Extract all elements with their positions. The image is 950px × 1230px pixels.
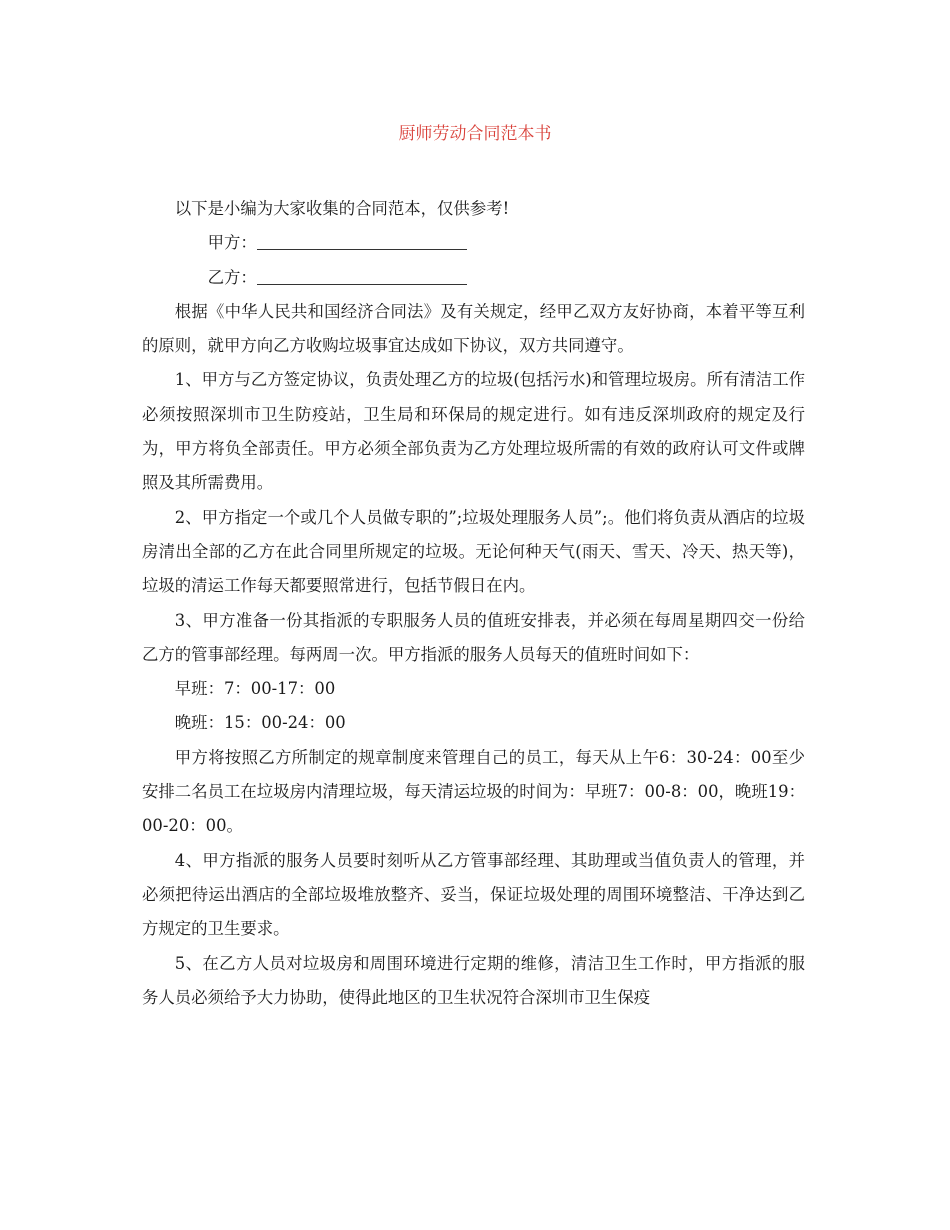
party-a-label: 甲方： (207, 233, 257, 253)
paragraph-clause-5: 5、在乙方人员对垃圾房和周围环境进行定期的维修，清洁卫生工作时，甲方指派的服务人员必须给予大力协助，使得此地区的卫生状况符合深圳市卫生保疫 (142, 953, 805, 1007)
document-body (142, 192, 805, 1015)
party-b-blank (257, 266, 467, 285)
paragraph-staff-rules: 甲方将按照乙方所制定的规章制度来管理自己的员工，每天从上午6：30-24：00至少安排二名员工在垃圾房内清理垃圾，每天清运垃圾的时间为：早班7：00-8：00，晚班19：00-20：00。 (142, 747, 805, 836)
party-b-line (142, 261, 805, 295)
paragraph-clause-1: 1、甲方与乙方签定协议，负责处理乙方的垃圾(包括污水)和管理垃圾房。所有清洁工作必须按照深圳市卫生防疫站，卫生局和环保局的规定进行。如有违反深圳政府的规定及行为，甲方将负全部责任。甲方必须全部负责为乙方处理垃圾所需的有效的政府认可文件或牌照及其所需费用。 (142, 370, 805, 493)
paragraph-evening-shift: 晚班：15：00-24：00 (174, 713, 346, 733)
paragraph-morning-shift: 早班：7：00-17：00 (174, 679, 336, 699)
party-b-label: 乙方： (207, 267, 257, 287)
paragraph-clause-3: 3、甲方准备一份其指派的专职服务人员的值班安排表，并必须在每周星期四交一份给乙方的管事部经理。每两周一次。甲方指派的服务人员每天的值班时间如下： (142, 610, 805, 664)
paragraph-clause-4: 4、甲方指派的服务人员要时刻听从乙方管事部经理、其助理或当值负责人的管理，并必须把待运出酒店的全部垃圾堆放整齐、妥当，保证垃圾处理的周围环境整洁、干净达到乙方规定的卫生要求。 (142, 850, 805, 939)
intro-paragraph: 以下是小编为大家收集的合同范本，仅供参考! (174, 199, 510, 218)
document-title: 厨师劳动合同范本书 (398, 124, 552, 144)
paragraph-clause-2: 2、甲方指定一个或几个人员做专职的”;垃圾处理服务人员”;。他们将负责从酒店的垃圾房清出全部的乙方在此合同里所规定的垃圾。无论何种天气(雨天、雪天、冷天、热天等)，垃圾的清运工作每天都要照常进行，包括节假日在内。 (142, 507, 805, 596)
party-a-line (142, 226, 805, 260)
party-a-blank (257, 231, 467, 250)
paragraph-basis: 根据《中华人民共和国经济合同法》及有关规定，经甲乙双方友好协商，本着平等互利的原则，就甲方向乙方收购垃圾事宜达成如下协议，双方共同遵守。 (142, 301, 805, 356)
